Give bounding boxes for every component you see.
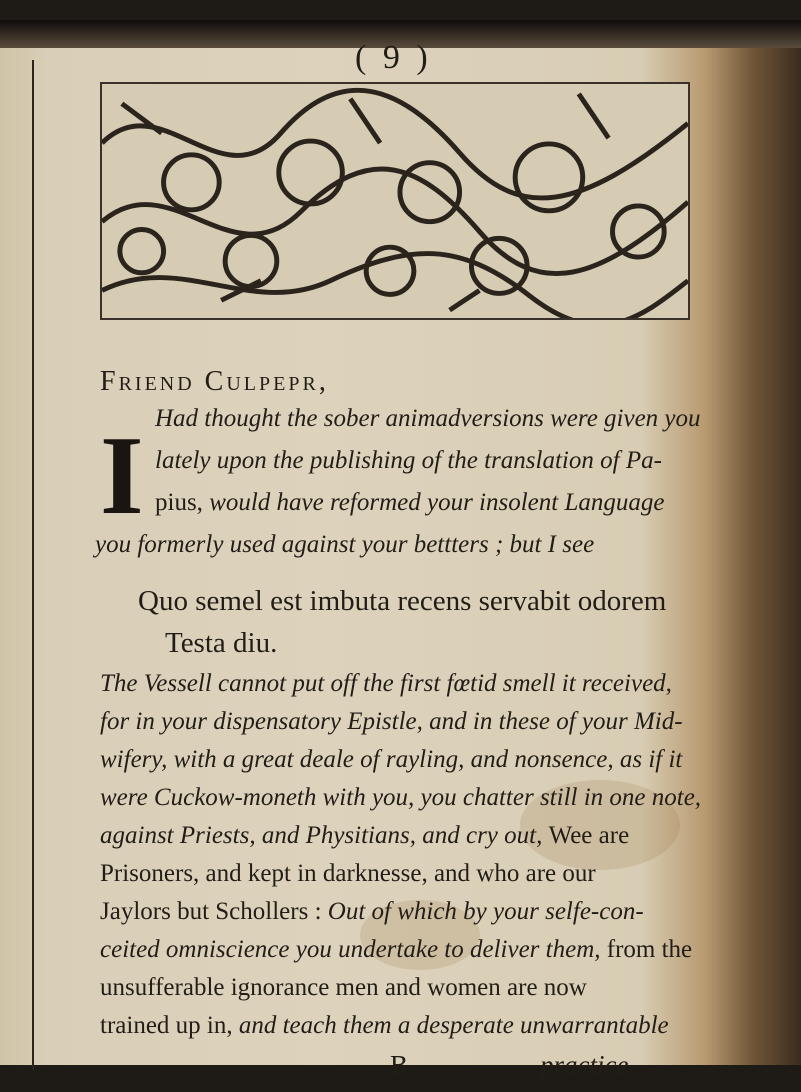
text-line	[100, 936, 692, 965]
signature-mark: B	[390, 1050, 409, 1080]
text-line	[95, 531, 594, 560]
latin-quote-line-2: Testa diu.	[165, 627, 278, 659]
text-line	[155, 447, 662, 476]
italic-text: you formerly used against your bettters ; but I see	[95, 531, 595, 558]
book-page	[0, 20, 801, 1080]
italic-text: lately upon the publishing of the translation of Pa-	[155, 447, 662, 474]
italic-text: were Cuckow-moneth with you, you chatter still in one note,	[100, 784, 702, 811]
text-line	[100, 1012, 669, 1041]
page-number: ( 9 )	[355, 39, 432, 76]
italic-text: against Priests, and Physitians, and cry out,	[100, 822, 549, 849]
roman-text: pius,	[155, 489, 210, 516]
italic-text: Had thought the sober animadversions were given you	[155, 405, 701, 432]
roman-text: unsufferable ignorance men and women are now	[100, 974, 587, 1001]
text-line	[100, 784, 701, 813]
italic-text: Out of which by your selfe-con-	[327, 898, 644, 925]
text-line	[100, 822, 629, 851]
text-line	[100, 708, 683, 737]
italic-text: and teach them a desperate unwarrantable	[238, 1012, 669, 1039]
drop-cap: I	[100, 414, 144, 538]
roman-text: from the	[606, 936, 693, 963]
roman-text: Wee are	[548, 822, 630, 849]
roman-text: Prisoners, and kept in darknesse, and who are our	[100, 860, 596, 887]
headpiece-ornament	[100, 82, 690, 320]
italic-text: would have reformed your insolent Language	[209, 489, 665, 516]
margin-rule	[32, 60, 34, 1070]
latin-quote-line-1: Quo semel est imbuta recens servabit odorem	[138, 585, 667, 617]
italic-text: ceited omniscience you undertake to deliver them,	[100, 936, 607, 963]
roman-text: Jaylors but Schollers :	[100, 898, 328, 925]
catchword: practice.	[540, 1050, 636, 1080]
italic-text: wifery, with a great deale of rayling, and nonsence, as if it	[100, 746, 683, 773]
salutation: Friend Culpepr,	[100, 366, 329, 397]
text-line	[100, 974, 587, 1003]
roman-text: trained up in,	[100, 1012, 239, 1039]
text-line	[100, 670, 672, 699]
text-line	[155, 405, 701, 434]
text-line	[100, 860, 596, 889]
italic-text: for in your dispensatory Epistle, and in these of your Mid-	[100, 708, 683, 735]
text-line	[100, 746, 682, 775]
text-line	[155, 489, 664, 518]
italic-text: The Vessell cannot put off the first fœtid smell it received,	[100, 670, 672, 697]
text-line	[100, 898, 644, 927]
